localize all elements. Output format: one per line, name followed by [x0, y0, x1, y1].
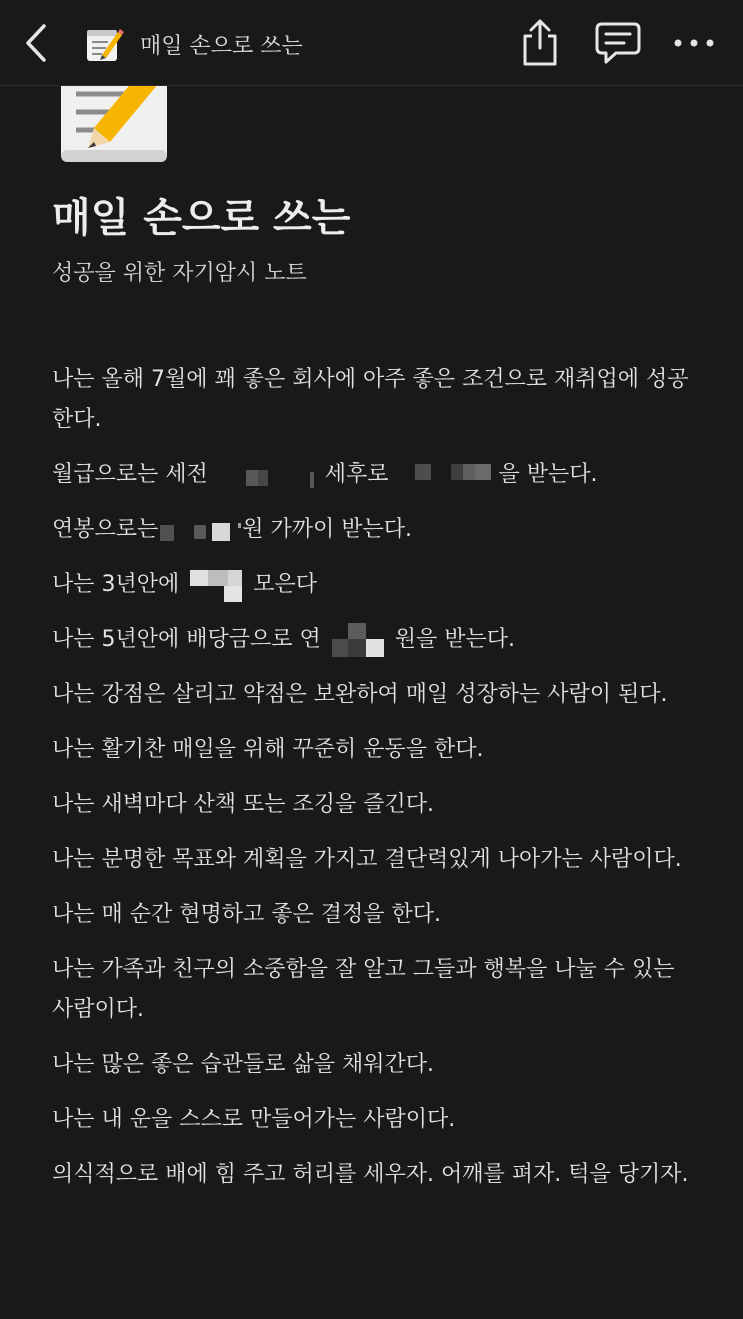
paragraph[interactable]: [52, 840, 702, 880]
paragraph[interactable]: [52, 360, 702, 440]
redacted-amount: [403, 458, 499, 492]
paragraph-text: 월급으로는 세전: [52, 462, 215, 487]
paragraph-text: 나는 올해 7월에 꽤 좋은 회사에 아주 좋은 조건으로 재취업에 성공한다.: [52, 367, 689, 432]
memo-emoji-icon: [84, 24, 124, 64]
back-button[interactable]: [20, 22, 54, 64]
redacted-amount: [222, 458, 318, 492]
share-button[interactable]: [518, 18, 562, 68]
redacted-amount: [328, 623, 388, 657]
paragraph-text: 나는 활기찬 매일을 위해 꾸준히 운동을 한다.: [52, 737, 484, 762]
paragraph[interactable]: [52, 1100, 702, 1140]
paragraph[interactable]: [52, 785, 702, 825]
redacted-amount: [158, 513, 242, 547]
redacted-amount: [186, 568, 246, 602]
paragraph-text: 원 가까이 받는다.: [242, 517, 413, 542]
paragraph-text: 의식적으로 배에 힘 주고 허리를 세우자. 어깨를 펴자. 턱을 당기자.: [52, 1162, 689, 1187]
paragraph-text: 을 받는다.: [498, 462, 598, 487]
paragraph[interactable]: [52, 510, 702, 550]
more-icon: [670, 26, 718, 60]
paragraph-text: 연봉으로는: [52, 517, 159, 542]
paragraph[interactable]: [52, 455, 702, 495]
paragraph-text: 모은다: [246, 572, 317, 597]
paragraph-text: 나는 분명한 목표와 계획을 가지고 결단력있게 나아가는 사람이다.: [52, 847, 682, 872]
paragraph-text: 나는 매 순간 현명하고 좋은 결정을 한다.: [52, 902, 441, 927]
header-title: 매일 손으로 쓰는: [140, 34, 303, 59]
comment-button[interactable]: [594, 20, 642, 66]
page-title[interactable]: 매일 손으로 쓰는: [52, 195, 351, 241]
page-subtitle[interactable]: 성공을 위한 자기암시 노트: [52, 261, 307, 286]
paragraph-text: 나는 가족과 친구의 소중함을 잘 알고 그들과 행복을 나눌 수 있는 사람이다.: [52, 957, 682, 1022]
paragraph-text: 세후로: [324, 462, 396, 487]
paragraph-text: 나는 강점은 살리고 약점은 보완하여 매일 성장하는 사람이 된다.: [52, 682, 668, 707]
paragraph-text: 나는 5년안에 배당금으로 연: [52, 627, 328, 652]
paragraph-text: 나는 내 운을 스스로 만들어가는 사람이다.: [52, 1107, 456, 1132]
paragraph[interactable]: [52, 895, 702, 935]
comment-icon: [594, 20, 642, 66]
back-chevron-icon: [20, 22, 54, 64]
paragraph[interactable]: [52, 565, 702, 605]
paragraph-text: 원을 받는다.: [387, 627, 515, 652]
paragraph[interactable]: [52, 950, 702, 1030]
share-icon: [518, 18, 562, 68]
paragraph[interactable]: [52, 675, 702, 715]
paragraph[interactable]: [52, 1045, 702, 1085]
paragraph-text: 나는 3년안에: [52, 572, 187, 597]
paragraph-text: 나는 새벽마다 산책 또는 조깅을 즐긴다.: [52, 792, 434, 817]
paragraph[interactable]: [52, 730, 702, 770]
note-body: [52, 360, 702, 1210]
top-navigation-bar: [0, 0, 743, 86]
paragraph-text: 나는 많은 좋은 습관들로 삶을 채워간다.: [52, 1052, 434, 1077]
more-options-button[interactable]: [670, 26, 718, 60]
paragraph[interactable]: [52, 1155, 702, 1195]
paragraph[interactable]: [52, 620, 702, 660]
